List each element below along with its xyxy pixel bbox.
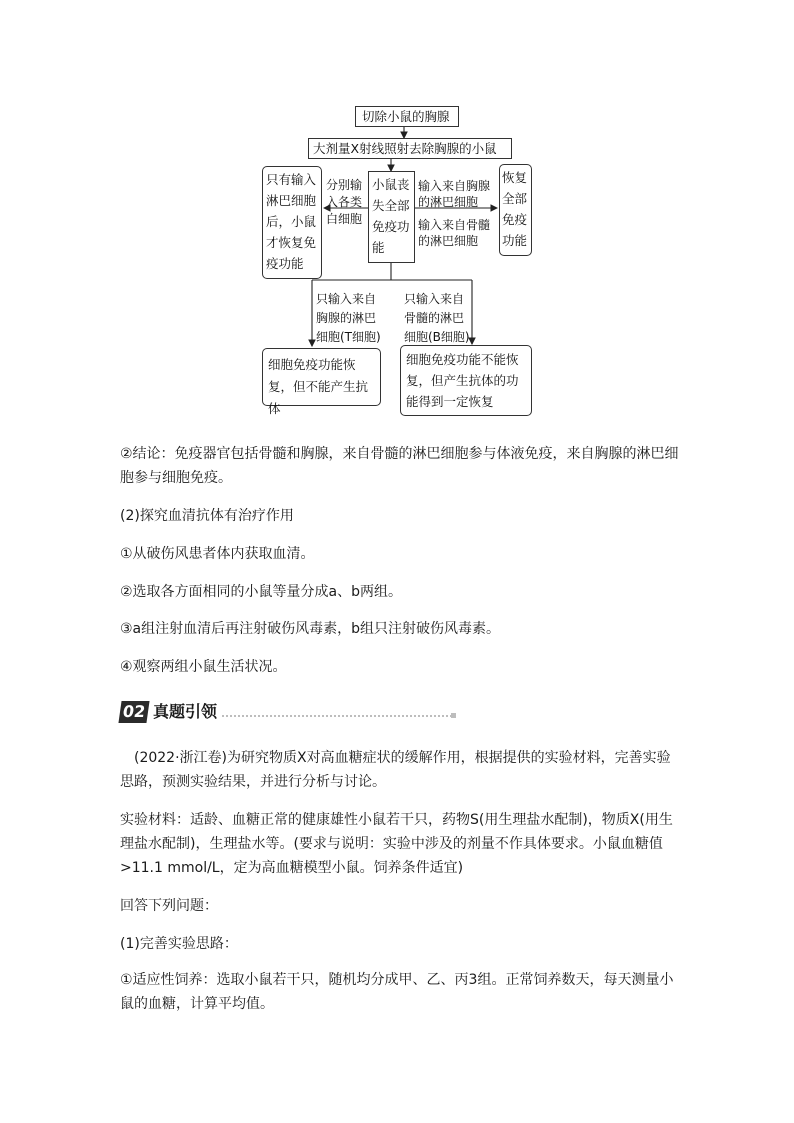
- right-arrow-label-top: 输入来自胸腺的淋巴细胞: [418, 179, 491, 209]
- experiment-flow-diagram: [0, 0, 794, 430]
- question-step-1: ①适应性饲养：选取小鼠若干只，随机均分成甲、乙、丙3组。正常饲养数天，每天测量小鼠的血糖，计算平均值。: [120, 972, 674, 1012]
- question-prompt: 回答下列问题：: [120, 898, 218, 914]
- subsection-2-title: (2)探究血清抗体有治疗作用: [120, 508, 294, 524]
- step-4: ④观察两组小鼠生活状况。: [120, 659, 287, 675]
- center-box: 小鼠丧失全部免疫功能: [368, 171, 415, 263]
- section-divider-end: [451, 713, 456, 718]
- left-arrow-label: 分别输入各类白细胞: [326, 178, 363, 226]
- t-cell-result-box: 细胞免疫功能恢复，但不能产生抗体: [262, 348, 381, 406]
- step-1: ①从破伤风患者体内获取血清。: [120, 546, 315, 562]
- right-arrow-label-bottom: 输入来自骨髓的淋巴细胞: [418, 218, 491, 248]
- right-result-box: 恢复全部免疫功能: [499, 164, 532, 256]
- second-box: 大剂量X射线照射去除胸腺的小鼠: [308, 138, 512, 159]
- branch-t-cell-label: 只输入来自胸腺的淋巴细胞(T细胞): [316, 292, 381, 344]
- conclusion-paragraph: ②结论：免疫器官包括骨髓和胸腺，来自骨髓的淋巴细胞参与体液免疫，来自胸腺的淋巴细胞参与细胞免疫。: [120, 446, 679, 486]
- section-divider: [222, 715, 452, 717]
- step-2: ②选取各方面相同的小鼠等量分成a、b两组。: [120, 584, 403, 600]
- section-number-badge: 02: [118, 701, 149, 723]
- section-title: 真题引领: [153, 702, 218, 721]
- b-cell-result-box: 细胞免疫功能不能恢复，但产生抗体的功能得到一定恢复: [400, 345, 532, 416]
- section-header: [120, 700, 455, 724]
- left-result-box: 只有输入淋巴细胞后，小鼠才恢复免疫功能: [262, 166, 322, 279]
- branch-b-cell-label: 只输入来自骨髓的淋巴细胞(B细胞): [404, 292, 470, 344]
- question-materials: 实验材料：适龄、血糖正常的健康雄性小鼠若干只，药物S(用生理盐水配制)，物质X(用生理盐水配制)，生理盐水等。(要求与说明：实验中涉及的剂量不作具体要求。小鼠血糖值>11.1 mmol/L，定为高血糖模型小鼠。饲养条件适宜): [120, 812, 673, 876]
- question-part-1: (1)完善实验思路：: [120, 936, 238, 952]
- top-box: 切除小鼠的胸腺: [355, 106, 459, 127]
- step-3: ③a组注射血清后再注射破伤风毒素，b组只注射破伤风毒素。: [120, 621, 501, 637]
- question-intro: (2022·浙江卷)为研究物质X对高血糖症状的缓解作用，根据提供的实验材料，完善实验思路，预测实验结果，并进行分析与讨论。: [120, 750, 671, 790]
